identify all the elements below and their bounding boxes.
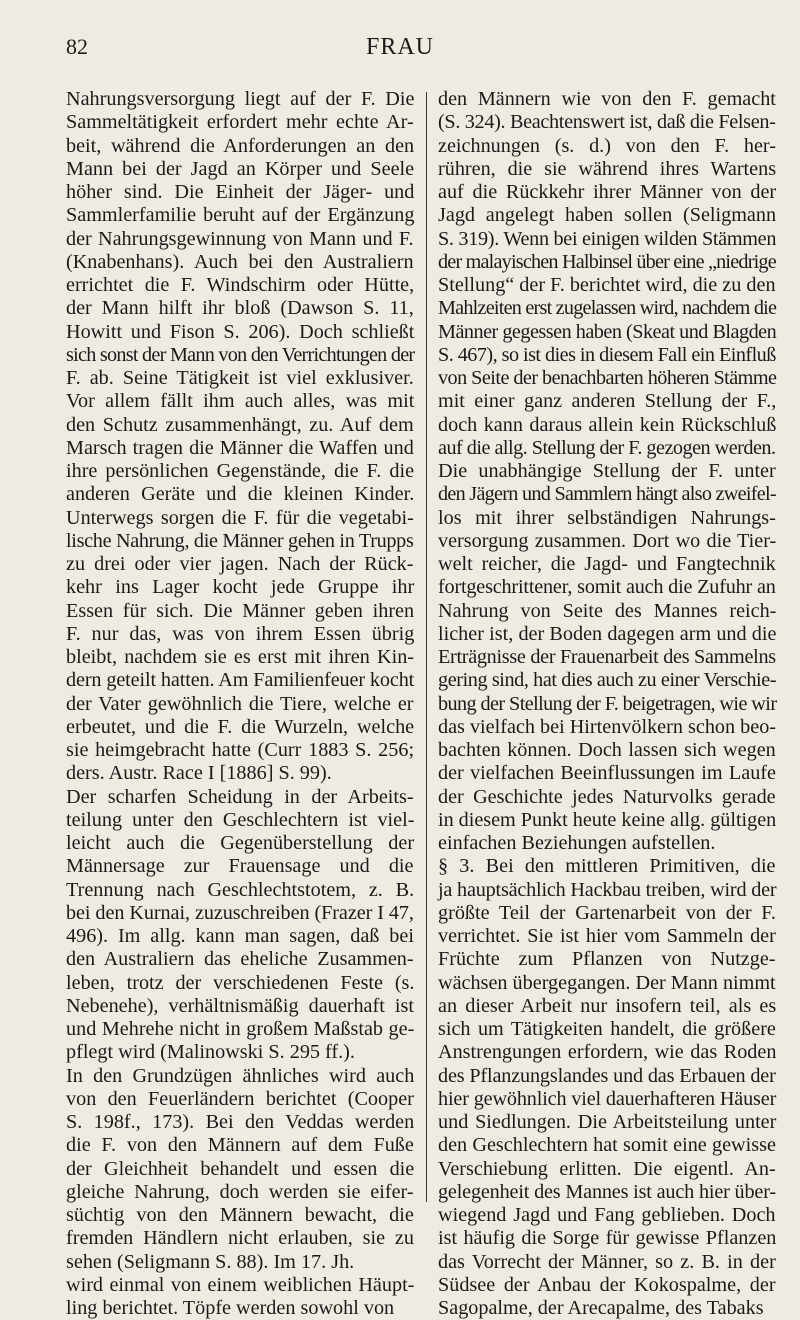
text-line: doch kann daraus allein kein Rückschluß — [438, 413, 777, 436]
text-line: rühren, die sie während ihres Wartens — [438, 157, 777, 180]
text-line: pflegt wird (Malinowski S. 295 ff.). — [66, 1041, 355, 1064]
text-line: dern geteilt hatten. Am Familienfeuer kocht — [66, 669, 415, 692]
text-line: mit einer ganz anderen Stellung der F., — [438, 390, 777, 413]
text-line: Männer gegessen haben (Skeat und Blagden — [438, 320, 777, 343]
text-line: den Schutz zusammenhängt, zu. Auf dem — [66, 413, 414, 436]
text-line: sehen (Seligmann S. 88). Im 17. Jh. — [66, 1250, 355, 1273]
text-line: kehr ins Lager kocht jede Gruppe ihr — [66, 576, 415, 599]
text-line: den Australiern das eheliche Zusammen- — [66, 948, 414, 971]
text-line: teilung unter den Geschlechtern ist viel- — [66, 808, 415, 831]
text-line: versorgung zusammen. Dort wo die Tier- — [438, 529, 777, 552]
text-line: des Pflanzungslandes und das Erbauen der — [438, 1064, 776, 1087]
text-line: errichtet die F. Windschirm oder Hütte, — [66, 274, 415, 296]
text-line: lische Nahrung, die Männer gehen in Trupps — [66, 529, 414, 552]
text-line: Mahlzeiten erst zugelassen wird, nachdem die — [438, 297, 777, 320]
text-line: größte Teil der Gartenarbeit von der F. — [438, 901, 776, 924]
text-line: Jagd angelegt haben sollen (Seligmann — [438, 204, 777, 227]
text-line: den Männern wie von den F. gemacht — [438, 88, 776, 110]
text-line: bleibt, nachdem sie es erst mit ihren Kin- — [66, 646, 415, 668]
column-divider — [426, 92, 427, 1202]
text-line: wird einmal von einem weiblichen Häupt- — [66, 1273, 415, 1296]
text-line: der Geschichte jedes Naturvolks gerade — [438, 785, 776, 808]
text-line: wächsen übergegangen. Der Mann nimmt — [438, 971, 776, 994]
text-line: an dieser Arbeit nur insofern teil, als es — [438, 994, 777, 1017]
text-line: auf die allg. Stellung der F. gezogen werden. — [438, 436, 776, 459]
text-line: Nahrungsversorgung liegt auf der F. Die — [66, 88, 415, 110]
text-line: Verschiebung erlitten. Die eigentl. An- — [438, 1157, 776, 1180]
left-column — [66, 88, 414, 1320]
text-line: Sagopalme, der Arecapalme, des Tabaks — [438, 1297, 764, 1319]
text-line: F. nur das, was von ihrem Essen übrig — [66, 622, 415, 645]
text-line: Nahrung von Seite des Mannes reich- — [438, 599, 777, 622]
text-line: ihre persönlichen Gegenstände, die F. die — [66, 460, 415, 482]
text-line: Trennung nach Geschlechtstotem, z. B. — [66, 878, 415, 901]
text-line: von Seite der benachbarten höheren Stämme — [438, 367, 777, 389]
text-line: S. 319). Wenn bei einigen wilden Stämmen — [438, 227, 777, 250]
text-line: ist häufig die Sorge für gewisse Pflanzen — [438, 1227, 777, 1250]
right-column — [438, 88, 776, 1320]
text-line: bung der Stellung der F. beigetragen, wie wir — [438, 692, 777, 715]
text-line: Südsee der Anbau der Kokospalme, der — [438, 1273, 776, 1296]
text-line: Früchte zum Pflanzen von Nutzge- — [438, 948, 776, 971]
text-line: Marsch tragen die Männer die Waffen und — [66, 436, 414, 459]
text-line: der Gleichheit behandelt und essen die — [66, 1157, 415, 1180]
text-line: das Vorrecht der Männer, so z. B. in der — [438, 1250, 776, 1273]
text-line: der malayischen Halbinsel über eine „niedrige — [438, 250, 776, 273]
text-line: Sammlerfamilie beruht auf der Ergänzung — [66, 204, 415, 227]
text-line: fremden Händlern nicht erlauben, sie zu — [66, 1227, 414, 1250]
text-line: bei den Kurnai, zuzuschreiben (Frazer I 47, — [66, 901, 414, 924]
text-line: der Vater gewöhnlich die Tiere, welche er — [66, 692, 414, 715]
text-line: erbeutet, und die F. die Wurzeln, welche — [66, 715, 415, 738]
text-line: Vor allem fällt ihm auch alles, was mit — [66, 390, 415, 413]
text-line: 496). Im allg. kann man sagen, daß bei — [66, 925, 414, 947]
text-line: sich um Tätigkeiten handelt, die größere — [438, 1018, 776, 1040]
text-line: gering sind, hat dies auch zu einer Verschie- — [438, 669, 777, 692]
text-line: Männersage zur Frauensage und die — [66, 855, 414, 878]
text-line: der Mann hilft ihr bloß (Dawson S. 11, — [66, 297, 414, 320]
text-line: Howitt und Fison S. 206). Doch schließt — [66, 320, 415, 343]
text-line: (S. 324). Beachtenswert ist, daß die Felsen- — [438, 111, 776, 134]
text-line: Essen für sich. Die Männer geben ihren — [66, 599, 415, 622]
text-line: In den Grundzügen ähnliches wird auch — [66, 1064, 415, 1087]
text-line: und Siedlungen. Die Arbeitsteilung unter — [438, 1111, 777, 1133]
text-line: wiegend Jagd und Fang geblieben. Doch — [438, 1204, 776, 1226]
text-line: ders. Austr. Race I [1886] S. 99). — [66, 762, 332, 785]
text-line: § 3. Bei den mittleren Primitiven, die — [438, 855, 776, 878]
text-line: der Nahrungsgewinnung von Mann und F. — [66, 227, 414, 250]
text-line: anderen Geräte und die kleinen Kinder. — [66, 483, 415, 506]
text-line: das vielfach bei Hirtenvölkern schon beo- — [438, 715, 777, 738]
text-line: die F. von den Männern auf dem Fuße — [66, 1134, 414, 1157]
text-line: fortgeschrittener, somit auch die Zufuhr an — [438, 576, 776, 599]
text-line: Unterwegs sorgen die F. für die vegetabi- — [66, 506, 414, 529]
text-line: in diesem Punkt heute keine allg. gültigen — [438, 808, 777, 831]
text-line: und Mehrehe nicht in großem Maßstab ge- — [66, 1018, 415, 1040]
text-line: einfachen Beziehungen aufstellen. — [438, 832, 716, 854]
text-line: Die unabhängige Stellung der F. unter — [438, 460, 776, 482]
text-line: den Jägern und Sammlern hängt also zweifel- — [438, 483, 776, 506]
text-line: Mann bei der Jagd an Körper und Seele — [66, 157, 415, 180]
running-title: FRAU — [365, 34, 435, 60]
text-line: Sammeltätigkeit erfordert mehr echte Ar- — [66, 111, 414, 134]
text-line: ja hauptsächlich Hackbau treiben, wird der — [438, 878, 777, 901]
text-line: Erträgnisse der Frauenarbeit des Sammelns — [438, 646, 776, 668]
text-line: sie heimgebracht hatte (Curr 1883 S. 256; — [66, 739, 415, 761]
page-number: 82 — [66, 34, 88, 59]
text-line: der vielfachen Beeinflussungen im Laufe — [438, 762, 776, 785]
text-line: sich sonst der Mann von den Verrichtungen der — [66, 343, 415, 366]
text-line: Nebenehe), verhältnismäßig dauerhaft ist — [66, 994, 414, 1017]
text-line: höher sind. Die Einheit der Jäger- und — [66, 181, 415, 203]
text-line: auf die Rückkehr ihrer Männer von der — [438, 181, 777, 203]
text-line: verrichtet. Sie ist hier vom Sammeln der — [438, 925, 776, 947]
text-line: ling berichtet. Töpfe werden sowohl von — [66, 1297, 395, 1319]
text-line: S. 198f., 173). Bei den Veddas werden — [66, 1111, 415, 1133]
text-line: Stellung“ der F. berichtet wird, die zu den — [438, 274, 776, 296]
text-line: von den Feuerländern berichtet (Cooper — [66, 1087, 414, 1110]
text-line: leben, trotz der verschiedenen Feste (s. — [66, 971, 415, 994]
text-line: leicht auch die Gegenüberstellung der — [66, 832, 415, 854]
text-line: (Knabenhans). Auch bei den Australiern — [66, 250, 414, 273]
text-line: hier gewöhnlich viel dauerhafteren Häuser — [438, 1087, 777, 1110]
text-line: los mit ihrer selbständigen Nahrungs- — [438, 506, 776, 529]
page-header — [0, 34, 800, 68]
text-line: zeichnungen (s. d.) von den F. her- — [438, 134, 776, 157]
text-line: bachten können. Doch lassen sich wegen — [438, 739, 776, 761]
text-line: süchtig von den Männern bewacht, die — [66, 1204, 414, 1226]
text-line: licher ist, der Boden dagegen arm und die — [438, 622, 777, 645]
text-line: gelegenheit des Mannes ist auch hier über- — [438, 1180, 776, 1203]
text-line: Der scharfen Scheidung in der Arbeits- — [66, 785, 414, 808]
text-line: den Geschlechtern hat somit eine gewisse — [438, 1134, 776, 1157]
text-line: welt reicher, die Jagd- und Fangtechnik — [438, 553, 776, 575]
text-line: Anstrengungen erfordern, wie das Roden — [438, 1041, 777, 1064]
text-line: zu drei oder vier jagen. Nach der Rück- — [66, 553, 414, 575]
text-line: F. ab. Seine Tätigkeit ist viel exklusiver. — [66, 367, 414, 389]
text-line: gleiche Nahrung, doch werden sie eifer- — [66, 1180, 414, 1203]
text-line: S. 467), so ist dies in diesem Fall ein Einfluß — [438, 343, 776, 366]
text-line: beit, während die Anforderungen an den — [66, 134, 415, 157]
